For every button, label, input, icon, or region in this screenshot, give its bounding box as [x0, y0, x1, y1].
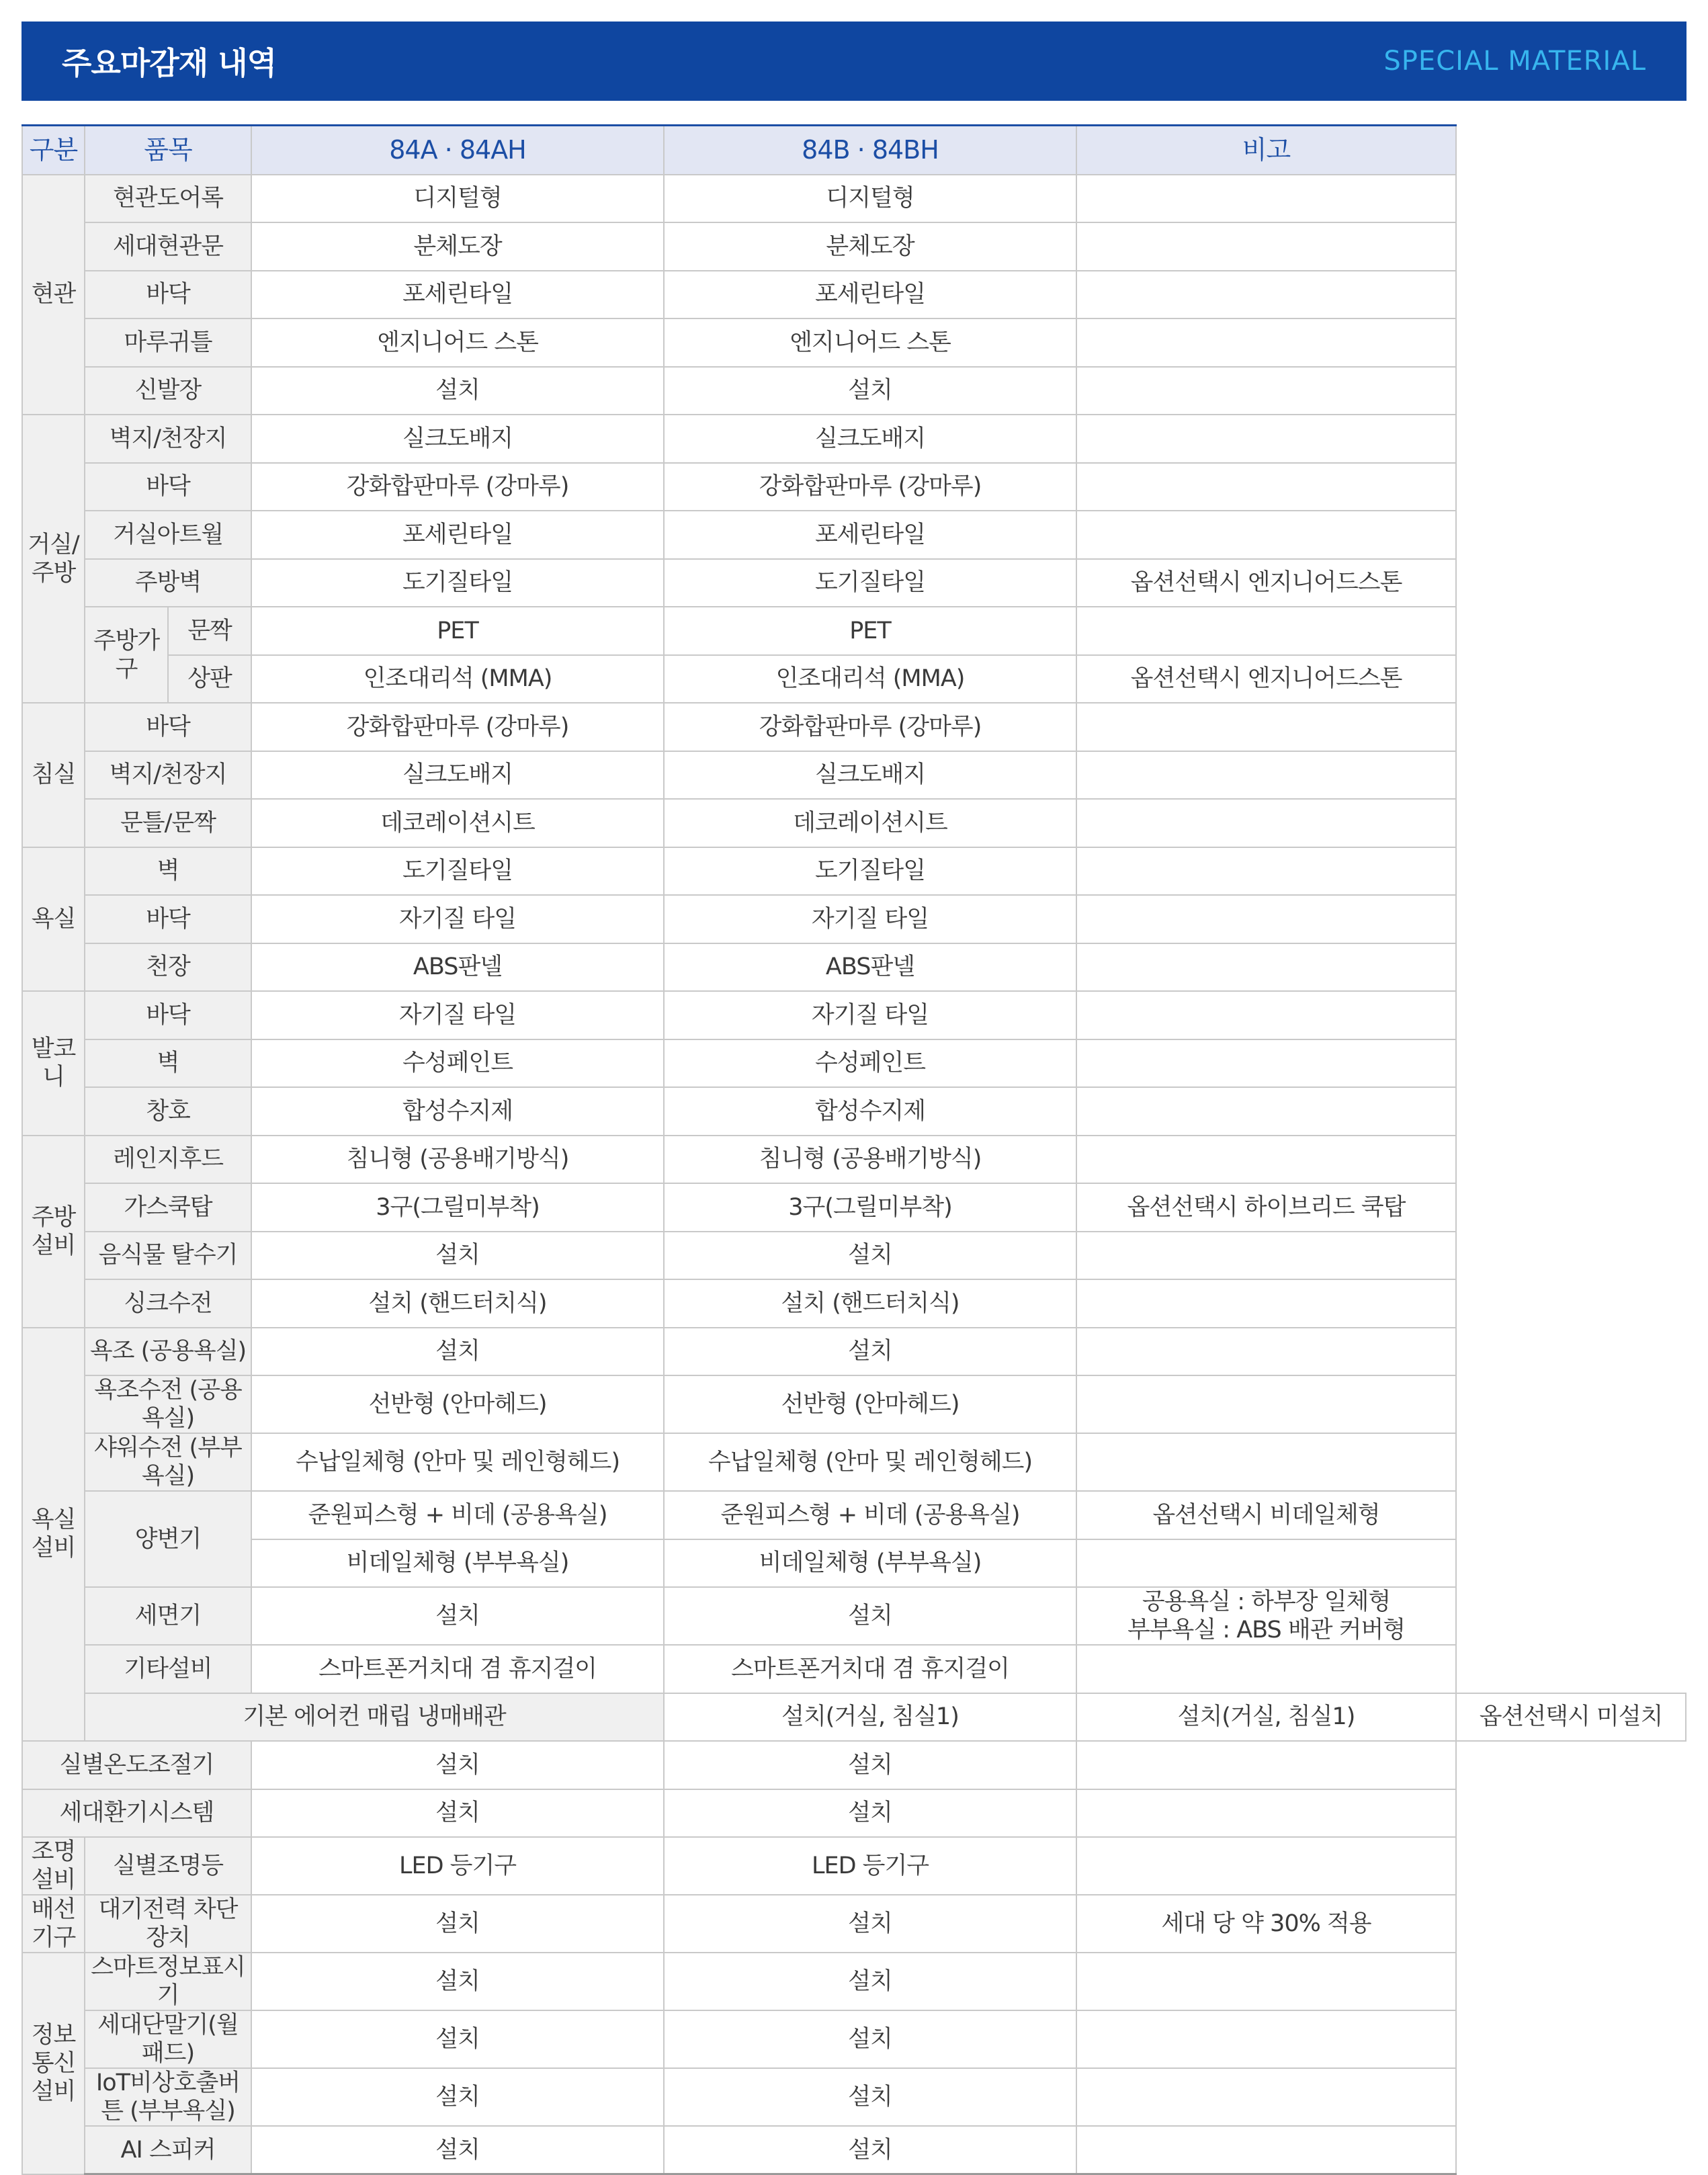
category-cell: 배선기구 [22, 1895, 85, 1953]
type-b-cell: 3구(그릴미부착) [664, 1183, 1076, 1232]
type-a-cell: LED 등기구 [251, 1837, 664, 1895]
note-cell [1076, 1433, 1456, 1491]
type-b-cell: 설치 [664, 1953, 1076, 2010]
table-row [22, 1539, 1686, 1588]
item-cell: 욕조수전 (공용욕실) [85, 1375, 251, 1433]
type-a-cell: 자기질 타일 [251, 991, 664, 1039]
note-cell [1076, 991, 1456, 1039]
note-cell [1076, 1232, 1456, 1280]
type-a-cell: 침니형 (공용배기방식) [251, 1136, 664, 1184]
item-cell: 현관도어록 [85, 175, 251, 223]
type-b-cell: 도기질타일 [664, 847, 1076, 896]
item-cell: 양변기 [85, 1491, 251, 1587]
item-cell: 기본 에어컨 매립 냉매배관 [85, 1693, 664, 1742]
table-row [22, 222, 1686, 271]
table-row [22, 1837, 1686, 1895]
type-b-cell: 침니형 (공용배기방식) [664, 1136, 1076, 1184]
note-cell [1076, 1953, 1456, 2010]
item-cell: 레인지후드 [85, 1136, 251, 1184]
col-header-type-b: 84B · 84BH [664, 126, 1076, 175]
note-cell [1076, 1645, 1456, 1693]
item-cell: 싱크수전 [85, 1279, 251, 1328]
type-a-cell: 설치(거실, 침실1) [664, 1693, 1076, 1742]
note-cell [1076, 2010, 1456, 2068]
item-cell: 가스쿡탑 [85, 1183, 251, 1232]
type-a-cell: ABS판넬 [251, 943, 664, 992]
item-cell: 실별온도조절기 [22, 1741, 251, 1789]
type-b-cell: 자기질 타일 [664, 991, 1076, 1039]
note-cell: 공용욕실 : 하부장 일체형 부부욕실 : ABS 배관 커버형 [1076, 1587, 1456, 1645]
note-cell [1076, 271, 1456, 319]
item-cell: 실별조명등 [85, 1837, 251, 1895]
type-a-cell: 디지털형 [251, 175, 664, 223]
category-cell: 주방설비 [22, 1136, 85, 1328]
item-cell: 바닥 [85, 463, 251, 511]
category-cell: 거실/주방 [22, 415, 85, 703]
type-a-cell: 설치 [251, 367, 664, 415]
type-b-cell: 실크도배지 [664, 751, 1076, 800]
type-b-cell: PET [664, 607, 1076, 655]
subgroup-cell: 주방가구 [85, 607, 168, 703]
type-a-cell: 설치 [251, 1895, 664, 1953]
table-row [22, 655, 1686, 703]
category-cell: 욕실설비 [22, 1328, 85, 1742]
note-cell [1076, 2068, 1456, 2126]
item-cell: 음식물 탈수기 [85, 1232, 251, 1280]
item-cell: 대기전력 차단장치 [85, 1895, 251, 1953]
type-b-cell: 포세린타일 [664, 511, 1076, 559]
note-cell [1076, 1279, 1456, 1328]
type-a-cell: 실크도배지 [251, 415, 664, 463]
note-cell [1076, 1789, 1456, 1838]
col-header-type-a: 84A · 84AH [251, 126, 664, 175]
table-row [22, 847, 1686, 896]
type-b-cell: 실크도배지 [664, 415, 1076, 463]
item-cell: 바닥 [85, 703, 251, 751]
table-row [22, 1328, 1686, 1376]
category-cell: 정보통신 설비 [22, 1953, 85, 2174]
table-row [22, 1087, 1686, 1136]
type-a-cell: 설치 [251, 2068, 664, 2126]
type-b-cell: 선반형 (안마헤드) [664, 1375, 1076, 1433]
table-row [22, 1136, 1686, 1184]
note-cell [1076, 1837, 1456, 1895]
item-cell: 천장 [85, 943, 251, 992]
type-b-cell: 설치 [664, 1587, 1076, 1645]
table-row [22, 1232, 1686, 1280]
type-a-cell: 설치 [251, 1328, 664, 1376]
type-b-cell: 설치 [664, 1232, 1076, 1280]
type-a-cell: 도기질타일 [251, 847, 664, 896]
type-b-cell: 설치 [664, 1789, 1076, 1838]
item-cell: 벽지/천장지 [85, 751, 251, 800]
type-a-cell: 수성페인트 [251, 1039, 664, 1088]
type-a-cell: 3구(그릴미부착) [251, 1183, 664, 1232]
item-cell: 세대환기시스템 [22, 1789, 251, 1838]
category-cell: 발코니 [22, 991, 85, 1136]
table-row [22, 1433, 1686, 1491]
note-cell [1076, 2126, 1456, 2174]
item-cell: 창호 [85, 1087, 251, 1136]
page-subtitle: SPECIAL MATERIAL [1383, 46, 1646, 77]
item-cell: 거실아트월 [85, 511, 251, 559]
type-b-cell: 강화합판마루 (강마루) [664, 463, 1076, 511]
note-cell: 옵션선택시 엔지니어드스톤 [1076, 655, 1456, 703]
table-row [22, 367, 1686, 415]
page-header [22, 22, 1686, 101]
col-header-category: 구분 [22, 126, 85, 175]
item-cell: 주방벽 [85, 559, 251, 607]
note-cell: 옵션선택시 비데일체형 [1076, 1491, 1456, 1539]
note-cell [1076, 703, 1456, 751]
table-row [22, 1645, 1686, 1693]
table-row [22, 1183, 1686, 1232]
type-b-cell: ABS판넬 [664, 943, 1076, 992]
table-row [22, 1279, 1686, 1328]
note-cell [1076, 1136, 1456, 1184]
note-cell: 세대 당 약 30% 적용 [1076, 1895, 1456, 1953]
type-b-cell: 분체도장 [664, 222, 1076, 271]
table-row [22, 415, 1686, 463]
type-b-cell: 디지털형 [664, 175, 1076, 223]
item-cell: 기타설비 [85, 1645, 251, 1693]
type-a-cell: 준원피스형 + 비데 (공용욕실) [251, 1491, 664, 1539]
type-a-cell: 강화합판마루 (강마루) [251, 703, 664, 751]
type-b-cell: 설치 [664, 1328, 1076, 1376]
col-header-item: 품목 [85, 126, 251, 175]
table-row [22, 2126, 1686, 2174]
item-cell: 샤워수전 (부부욕실) [85, 1433, 251, 1491]
item-cell: 바닥 [85, 991, 251, 1039]
table-row [22, 2068, 1686, 2126]
note-cell [1076, 847, 1456, 896]
item-cell: 바닥 [85, 895, 251, 943]
note-cell: 옵션선택시 미설치 [1456, 1693, 1686, 1742]
note-cell [1076, 1375, 1456, 1433]
note-cell [1076, 367, 1456, 415]
type-a-cell: 설치 [251, 1232, 664, 1280]
note-cell [1076, 943, 1456, 992]
type-a-cell: 인조대리석 (MMA) [251, 655, 664, 703]
table-row [22, 1039, 1686, 1088]
item-cell: 벽 [85, 847, 251, 896]
type-b-cell: 도기질타일 [664, 559, 1076, 607]
type-b-cell: 자기질 타일 [664, 895, 1076, 943]
category-cell: 욕실 [22, 847, 85, 992]
type-a-cell: 도기질타일 [251, 559, 664, 607]
table-row [22, 991, 1686, 1039]
table-row [22, 1953, 1686, 2010]
note-cell [1076, 1328, 1456, 1376]
note-cell [1076, 1039, 1456, 1088]
type-b-cell: 설치 (핸드터치식) [664, 1279, 1076, 1328]
type-a-cell: 설치 [251, 2010, 664, 2068]
type-a-cell: 엔지니어드 스톤 [251, 318, 664, 367]
note-cell [1076, 1087, 1456, 1136]
note-cell: 옵션선택시 엔지니어드스톤 [1076, 559, 1456, 607]
item-cell: 바닥 [85, 271, 251, 319]
note-cell [1076, 1741, 1456, 1789]
note-cell [1076, 799, 1456, 847]
type-b-cell: 강화합판마루 (강마루) [664, 703, 1076, 751]
item-cell: 마루귀틀 [85, 318, 251, 367]
type-a-cell: 자기질 타일 [251, 895, 664, 943]
category-cell: 침실 [22, 703, 85, 847]
type-b-cell: 스마트폰거치대 겸 휴지걸이 [664, 1645, 1076, 1693]
item-cell: IoT비상호출버튼 (부부욕실) [85, 2068, 251, 2126]
type-b-cell: 데코레이션시트 [664, 799, 1076, 847]
table-row [22, 318, 1686, 367]
type-a-cell: PET [251, 607, 664, 655]
type-a-cell: 비데일체형 (부부욕실) [251, 1539, 664, 1588]
table-row [22, 1693, 1686, 1742]
table-row [22, 895, 1686, 943]
type-b-cell: 설치 [664, 2126, 1076, 2174]
type-a-cell: 분체도장 [251, 222, 664, 271]
table-row [22, 559, 1686, 607]
type-a-cell: 강화합판마루 (강마루) [251, 463, 664, 511]
item-cell: 벽지/천장지 [85, 415, 251, 463]
table-row [22, 703, 1686, 751]
note-cell [1076, 607, 1456, 655]
type-a-cell: 데코레이션시트 [251, 799, 664, 847]
type-b-cell: 비데일체형 (부부욕실) [664, 1539, 1076, 1588]
table-row [22, 271, 1686, 319]
type-b-cell: 수납일체형 (안마 및 레인형헤드) [664, 1433, 1076, 1491]
materials-table [22, 124, 1686, 2175]
page-title: 주요마감재 내역 [62, 45, 277, 81]
type-a-cell: 실크도배지 [251, 751, 664, 800]
type-a-cell: 스마트폰거치대 겸 휴지걸이 [251, 1645, 664, 1693]
category-cell: 현관 [22, 175, 85, 415]
type-a-cell: 설치 (핸드터치식) [251, 1279, 664, 1328]
table-row [22, 463, 1686, 511]
type-b-cell: 설치 [664, 1741, 1076, 1789]
item-cell: 욕조 (공용욕실) [85, 1328, 251, 1376]
note-cell [1076, 895, 1456, 943]
item-cell: 문틀/문짝 [85, 799, 251, 847]
table-row [22, 1789, 1686, 1838]
type-a-cell: 포세린타일 [251, 271, 664, 319]
col-header-note: 비고 [1076, 126, 1456, 175]
table-row [22, 607, 1686, 655]
type-b-cell: 인조대리석 (MMA) [664, 655, 1076, 703]
category-cell: 조명설비 [22, 1837, 85, 1895]
note-cell [1076, 511, 1456, 559]
table-row [22, 1741, 1686, 1789]
type-a-cell: 포세린타일 [251, 511, 664, 559]
type-b-cell: 엔지니어드 스톤 [664, 318, 1076, 367]
note-cell [1076, 751, 1456, 800]
item-cell: 세대단말기(월패드) [85, 2010, 251, 2068]
type-b-cell: 설치 [664, 2010, 1076, 2068]
type-b-cell: LED 등기구 [664, 1837, 1076, 1895]
note-cell [1076, 463, 1456, 511]
type-a-cell: 설치 [251, 1789, 664, 1838]
table-row [22, 1895, 1686, 1953]
type-b-cell: 수성페인트 [664, 1039, 1076, 1088]
type-b-cell: 합성수지제 [664, 1087, 1076, 1136]
type-a-cell: 설치 [251, 2126, 664, 2174]
note-cell [1076, 175, 1456, 223]
type-a-cell: 설치 [251, 1953, 664, 2010]
table-row [22, 1587, 1686, 1645]
type-a-cell: 설치 [251, 1587, 664, 1645]
type-a-cell: 설치 [251, 1741, 664, 1789]
note-cell [1076, 1539, 1456, 1588]
item-cell: AI 스피커 [85, 2126, 251, 2174]
type-b-cell: 설치 [664, 2068, 1076, 2126]
table-row [22, 1491, 1686, 1539]
table-row [22, 943, 1686, 992]
type-b-cell: 포세린타일 [664, 271, 1076, 319]
type-a-cell: 선반형 (안마헤드) [251, 1375, 664, 1433]
table-row [22, 511, 1686, 559]
table-row [22, 751, 1686, 800]
item-cell: 벽 [85, 1039, 251, 1088]
item-cell: 문짝 [168, 607, 251, 655]
note-cell [1076, 318, 1456, 367]
type-b-cell: 설치 [664, 1895, 1076, 1953]
item-cell: 신발장 [85, 367, 251, 415]
type-b-cell: 설치 [664, 367, 1076, 415]
table-row [22, 2010, 1686, 2068]
type-b-cell: 설치(거실, 침실1) [1076, 1693, 1456, 1742]
item-cell: 스마트정보표시기 [85, 1953, 251, 2010]
note-cell [1076, 222, 1456, 271]
type-b-cell: 준원피스형 + 비데 (공용욕실) [664, 1491, 1076, 1539]
item-cell: 상판 [168, 655, 251, 703]
table-row [22, 799, 1686, 847]
item-cell: 세면기 [85, 1587, 251, 1645]
table-row [22, 1375, 1686, 1433]
note-cell [1076, 415, 1456, 463]
type-a-cell: 합성수지제 [251, 1087, 664, 1136]
table-header-row [22, 126, 1686, 175]
table-row [22, 175, 1686, 223]
item-cell: 세대현관문 [85, 222, 251, 271]
note-cell: 옵션선택시 하이브리드 쿡탑 [1076, 1183, 1456, 1232]
type-a-cell: 수납일체형 (안마 및 레인형헤드) [251, 1433, 664, 1491]
